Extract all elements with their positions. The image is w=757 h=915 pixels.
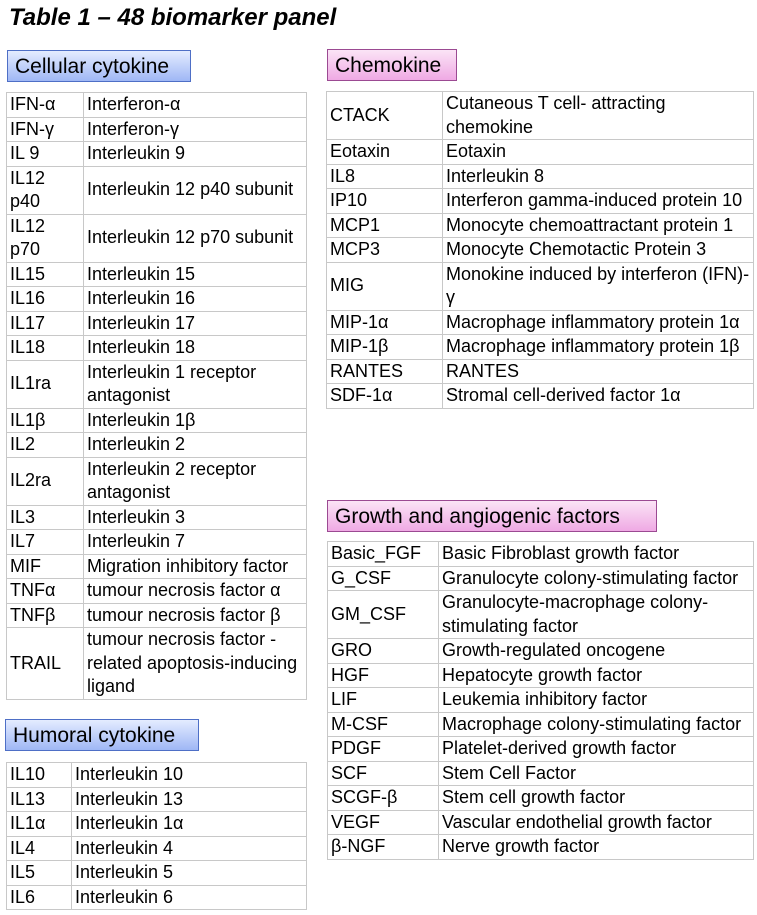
biomarker-full-name: Interleukin 10 (72, 763, 307, 788)
biomarker-full-name: Stromal cell-derived factor 1α (443, 384, 754, 409)
biomarker-abbreviation: IP10 (327, 189, 443, 214)
table-row (327, 238, 754, 263)
biomarker-abbreviation: IL18 (7, 336, 84, 361)
table-row (7, 287, 307, 312)
biomarker-abbreviation: IL2 (7, 433, 84, 458)
table-row (328, 639, 754, 664)
table-row (7, 861, 307, 886)
biomarker-full-name: Stem Cell Factor (439, 761, 754, 786)
table-row (327, 310, 754, 335)
biomarker-abbreviation: IFN-γ (7, 117, 84, 142)
cellular-cytokine-table (6, 92, 307, 700)
biomarker-full-name: Vascular endothelial growth factor (439, 810, 754, 835)
table-row (7, 787, 307, 812)
table-row (7, 142, 307, 167)
biomarker-full-name: Interleukin 3 (84, 505, 307, 530)
biomarker-full-name: Granulocyte colony-stimulating factor (439, 566, 754, 591)
biomarker-full-name: Interleukin 1β (84, 408, 307, 433)
section-header-humoral: Humoral cytokine (5, 719, 199, 751)
table-row (327, 384, 754, 409)
biomarker-abbreviation: RANTES (327, 359, 443, 384)
biomarker-full-name: Monocyte Chemotactic Protein 3 (443, 238, 754, 263)
table-row (327, 164, 754, 189)
biomarker-full-name: Interleukin 6 (72, 885, 307, 910)
page-title: Table 1 – 48 biomarker panel (9, 4, 337, 31)
table-row (327, 189, 754, 214)
biomarker-full-name: Interferon-α (84, 93, 307, 118)
biomarker-full-name: Interleukin 17 (84, 311, 307, 336)
biomarker-full-name: Interleukin 4 (72, 836, 307, 861)
biomarker-full-name: Interleukin 15 (84, 262, 307, 287)
biomarker-abbreviation: IL 9 (7, 142, 84, 167)
table-row (328, 712, 754, 737)
table-row (7, 262, 307, 287)
table-row (327, 213, 754, 238)
table-row (327, 140, 754, 165)
table-row (7, 579, 307, 604)
biomarker-abbreviation: IL2ra (7, 457, 84, 505)
biomarker-abbreviation: Basic_FGF (328, 542, 439, 567)
table-row (7, 457, 307, 505)
biomarker-abbreviation: MIF (7, 554, 84, 579)
section-header-growth: Growth and angiogenic factors (327, 500, 657, 532)
table-row (7, 336, 307, 361)
table-row (7, 885, 307, 910)
table-row (328, 663, 754, 688)
biomarker-abbreviation: PDGF (328, 737, 439, 762)
biomarker-full-name: Leukemia inhibitory factor (439, 688, 754, 713)
biomarker-abbreviation: IL12 p40 (7, 166, 84, 214)
table-row (7, 214, 307, 262)
table-row (7, 117, 307, 142)
biomarker-abbreviation: IL13 (7, 787, 72, 812)
biomarker-abbreviation: IL1α (7, 812, 72, 837)
biomarker-abbreviation: MIG (327, 262, 443, 310)
table-row (328, 810, 754, 835)
section-header-cellular: Cellular cytokine (7, 50, 191, 82)
table-row (328, 761, 754, 786)
biomarker-full-name: Macrophage inflammatory protein 1β (443, 335, 754, 360)
biomarker-abbreviation: MIP-1α (327, 310, 443, 335)
table-row (7, 408, 307, 433)
biomarker-full-name: Interleukin 2 (84, 433, 307, 458)
biomarker-full-name: Interferon gamma-induced protein 10 (443, 189, 754, 214)
table-row (7, 530, 307, 555)
table-row (7, 603, 307, 628)
biomarker-full-name: Macrophage colony-stimulating factor (439, 712, 754, 737)
biomarker-full-name: Monokine induced by interferon (IFN)-γ (443, 262, 754, 310)
table-row (7, 505, 307, 530)
biomarker-abbreviation: IL12 p70 (7, 214, 84, 262)
biomarker-full-name: Eotaxin (443, 140, 754, 165)
biomarker-full-name: Interleukin 13 (72, 787, 307, 812)
biomarker-abbreviation: TNFα (7, 579, 84, 604)
table-row (327, 359, 754, 384)
table-row (328, 542, 754, 567)
biomarker-full-name: tumour necrosis factor α (84, 579, 307, 604)
biomarker-full-name: Interleukin 16 (84, 287, 307, 312)
biomarker-abbreviation: GRO (328, 639, 439, 664)
table-row (7, 311, 307, 336)
biomarker-abbreviation: M-CSF (328, 712, 439, 737)
table-row (327, 335, 754, 360)
biomarker-abbreviation: IL4 (7, 836, 72, 861)
biomarker-full-name: Interleukin 1 receptor antagonist (84, 360, 307, 408)
growth-factors-table (327, 541, 754, 860)
biomarker-full-name: Growth-regulated oncogene (439, 639, 754, 664)
biomarker-full-name: Granulocyte-macrophage colony-stimulating factor (439, 591, 754, 639)
humoral-cytokine-table (6, 762, 307, 910)
biomarker-abbreviation: HGF (328, 663, 439, 688)
table-row (7, 554, 307, 579)
biomarker-abbreviation: IL10 (7, 763, 72, 788)
section-header-chemokine: Chemokine (327, 49, 457, 81)
biomarker-full-name: tumour necrosis factor - related apoptosis-inducing ligand (84, 628, 307, 700)
biomarker-abbreviation: MCP3 (327, 238, 443, 263)
biomarker-abbreviation: IL5 (7, 861, 72, 886)
biomarker-full-name: Interleukin 12 p40 subunit (84, 166, 307, 214)
table-row (327, 262, 754, 310)
table-row (7, 628, 307, 700)
biomarker-abbreviation: IFN-α (7, 93, 84, 118)
biomarker-full-name: Interleukin 18 (84, 336, 307, 361)
biomarker-full-name: Interleukin 9 (84, 142, 307, 167)
table-row (328, 786, 754, 811)
biomarker-full-name: Nerve growth factor (439, 835, 754, 860)
biomarker-abbreviation: TNFβ (7, 603, 84, 628)
biomarker-abbreviation: LIF (328, 688, 439, 713)
biomarker-full-name: Stem cell growth factor (439, 786, 754, 811)
table-row (7, 836, 307, 861)
biomarker-abbreviation: GM_CSF (328, 591, 439, 639)
table-row (7, 433, 307, 458)
table-row (7, 763, 307, 788)
biomarker-abbreviation: SCGF-β (328, 786, 439, 811)
biomarker-abbreviation: Eotaxin (327, 140, 443, 165)
biomarker-full-name: Interleukin 2 receptor antagonist (84, 457, 307, 505)
table-row (7, 360, 307, 408)
biomarker-full-name: Interleukin 1α (72, 812, 307, 837)
biomarker-full-name: RANTES (443, 359, 754, 384)
biomarker-abbreviation: IL17 (7, 311, 84, 336)
biomarker-full-name: tumour necrosis factor β (84, 603, 307, 628)
biomarker-abbreviation: IL1β (7, 408, 84, 433)
table-row (328, 835, 754, 860)
biomarker-abbreviation: β-NGF (328, 835, 439, 860)
biomarker-abbreviation: IL16 (7, 287, 84, 312)
table-row (328, 737, 754, 762)
biomarker-full-name: Interleukin 7 (84, 530, 307, 555)
biomarker-full-name: Basic Fibroblast growth factor (439, 542, 754, 567)
biomarker-full-name: Hepatocyte growth factor (439, 663, 754, 688)
biomarker-full-name: Cutaneous T cell- attracting chemokine (443, 92, 754, 140)
biomarker-abbreviation: IL6 (7, 885, 72, 910)
biomarker-abbreviation: CTACK (327, 92, 443, 140)
table-row (7, 93, 307, 118)
biomarker-full-name: Macrophage inflammatory protein 1α (443, 310, 754, 335)
table-row (328, 688, 754, 713)
biomarker-abbreviation: SCF (328, 761, 439, 786)
biomarker-full-name: Interferon-γ (84, 117, 307, 142)
biomarker-abbreviation: TRAIL (7, 628, 84, 700)
biomarker-full-name: Interleukin 12 p70 subunit (84, 214, 307, 262)
biomarker-abbreviation: IL7 (7, 530, 84, 555)
biomarker-abbreviation: IL3 (7, 505, 84, 530)
biomarker-abbreviation: G_CSF (328, 566, 439, 591)
biomarker-full-name: Monocyte chemoattractant protein 1 (443, 213, 754, 238)
biomarker-abbreviation: MIP-1β (327, 335, 443, 360)
biomarker-abbreviation: MCP1 (327, 213, 443, 238)
biomarker-abbreviation: SDF-1α (327, 384, 443, 409)
table-row (328, 591, 754, 639)
chemokine-table (326, 91, 754, 409)
table-row (328, 566, 754, 591)
biomarker-abbreviation: IL15 (7, 262, 84, 287)
table-row (7, 812, 307, 837)
biomarker-full-name: Platelet-derived growth factor (439, 737, 754, 762)
biomarker-full-name: Interleukin 8 (443, 164, 754, 189)
biomarker-full-name: Migration inhibitory factor (84, 554, 307, 579)
biomarker-abbreviation: IL8 (327, 164, 443, 189)
biomarker-abbreviation: VEGF (328, 810, 439, 835)
biomarker-full-name: Interleukin 5 (72, 861, 307, 886)
table-row (327, 92, 754, 140)
biomarker-abbreviation: IL1ra (7, 360, 84, 408)
table-row (7, 166, 307, 214)
